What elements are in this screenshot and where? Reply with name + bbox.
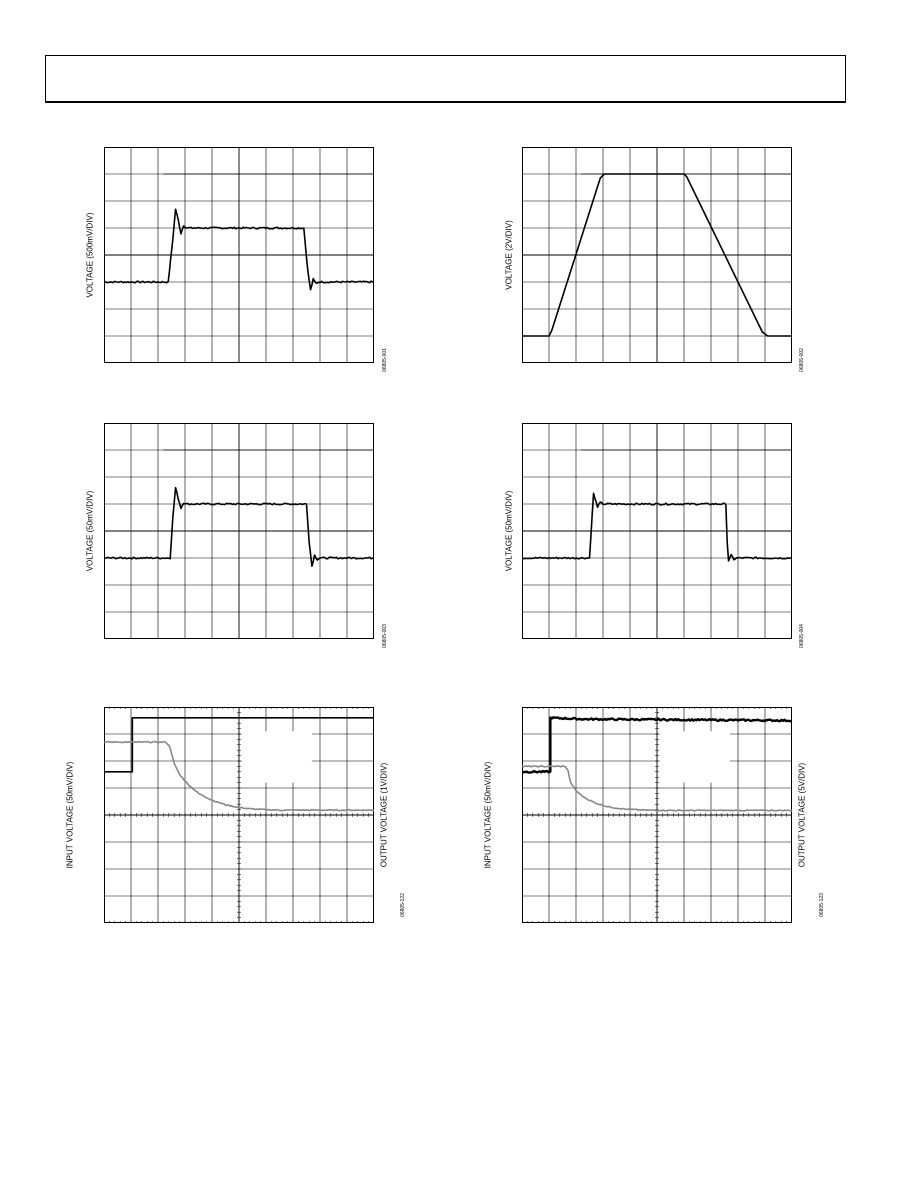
y-axis-label-3: VOLTAGE (50mV/DIV) bbox=[85, 490, 95, 572]
overload-recovery-plot-2 bbox=[522, 707, 792, 923]
y-axis-label-4: VOLTAGE (50mV/DIV) bbox=[504, 490, 514, 572]
figure-id-6: 06805-123 bbox=[819, 893, 825, 917]
y-axis-label-2: VOLTAGE (2V/DIV) bbox=[504, 220, 514, 290]
figure-id-2: 06805-002 bbox=[799, 348, 805, 372]
y-axis-label-1: VOLTAGE (500mV/DIV) bbox=[85, 212, 95, 298]
step-response-plot-3 bbox=[104, 423, 374, 639]
right-axis-label-6: OUTPUT VOLTAGE (5V/DIV) bbox=[797, 762, 807, 868]
figure-id-4: 06805-004 bbox=[799, 624, 805, 648]
overload-recovery-plot-1 bbox=[104, 707, 374, 923]
left-axis-label-6: INPUT VOLTAGE (50mV/DIV) bbox=[483, 761, 493, 869]
left-axis-label-5: INPUT VOLTAGE (50mV/DIV) bbox=[65, 761, 75, 869]
page-header-frame bbox=[45, 55, 846, 103]
annotation-mask bbox=[660, 731, 730, 782]
step-response-plot-1 bbox=[104, 147, 374, 363]
annotation-mask bbox=[242, 731, 312, 782]
step-response-plot-4 bbox=[522, 423, 792, 639]
figure-id-5: 06805-122 bbox=[400, 893, 406, 917]
figure-id-1: 06805-001 bbox=[382, 348, 388, 372]
right-axis-label-5: OUTPUT VOLTAGE (1V/DIV) bbox=[379, 762, 389, 868]
figure-id-3: 06805-003 bbox=[382, 624, 388, 648]
step-response-plot-2 bbox=[522, 147, 792, 363]
